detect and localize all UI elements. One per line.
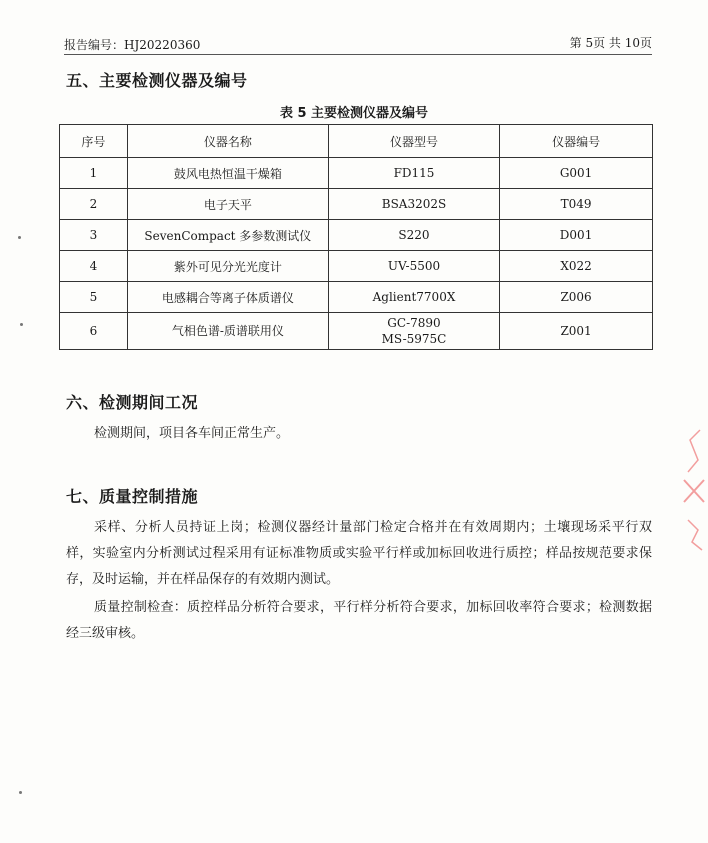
section-7-heading: 七、质量控制措施 [66,487,199,506]
cell-model [328,313,499,350]
table-row [60,220,653,251]
cell-model: S220 [328,220,499,251]
section-6-body: 检测期间，项目各车间正常生产。 [94,426,290,441]
cell-name: 电感耦合等离子体质谱仪 [127,282,328,313]
page-number: 第 5页 共 10页 [569,36,652,50]
column-header-name: 仪器名称 [127,125,328,158]
section-7-paragraph-1: 采样、分析人员持证上岗；检测仪器经计量部门检定合格并在有效周期内；土壤现场采平行双样，实验室内分析测试过程采用有证标准物质或实验平行样或加标回收进行质控；样品按规范要求保存，及时运输，并在样品保存的有效期内测试。 [66,520,652,587]
cell-model: Aglient7700X [328,282,499,313]
column-header-no: 序号 [60,125,128,158]
report-number: 报告编号：HJ20220360 [64,38,201,52]
cell-no: 3 [60,220,128,251]
cell-model-line-1: GC-7890 [387,316,441,330]
table-row [60,251,653,282]
cell-code: X022 [500,251,653,282]
cell-no: 2 [60,189,128,220]
table-row [60,189,653,220]
section-6-heading: 六、检测期间工况 [66,393,199,412]
table-caption: 表 5 主要检测仪器及编号 [279,106,429,121]
instrument-table [59,124,653,350]
cell-model: UV-5500 [328,251,499,282]
cell-model-line-2: MS-5975C [381,332,447,346]
cell-code: D001 [500,220,653,251]
column-header-model: 仪器型号 [328,125,499,158]
scan-speck [20,323,23,326]
table-row [60,313,653,350]
table-header-row [60,125,653,158]
cell-code: T049 [500,189,653,220]
column-header-code: 仪器编号 [500,125,653,158]
cell-code: G001 [500,158,653,189]
cell-name: 鼓风电热恒温干燥箱 [127,158,328,189]
section-7-paragraph-2: 质量控制检查：质控样品分析符合要求，平行样分析符合要求，加标回收率符合要求；检测数据经三级审核。 [66,600,652,641]
cell-no: 4 [60,251,128,282]
cell-model: FD115 [328,158,499,189]
cell-code: Z001 [500,313,653,350]
cell-name: 电子天平 [127,189,328,220]
page-header [64,36,652,55]
table-row [60,158,653,189]
cell-no: 6 [60,313,128,350]
cell-model: BSA3202S [328,189,499,220]
cell-name: 气相色谱-质谱联用仪 [127,313,328,350]
section-5-heading: 五、主要检测仪器及编号 [66,71,248,90]
cell-name: SevenCompact 多参数测试仪 [127,220,328,251]
cell-no: 1 [60,158,128,189]
cell-no: 5 [60,282,128,313]
table-row [60,282,653,313]
scan-speck [18,236,21,239]
cell-code: Z006 [500,282,653,313]
seal-stamp-fragment [678,420,708,570]
cell-name: 紫外可见分光光度计 [127,251,328,282]
scan-speck [19,791,22,794]
